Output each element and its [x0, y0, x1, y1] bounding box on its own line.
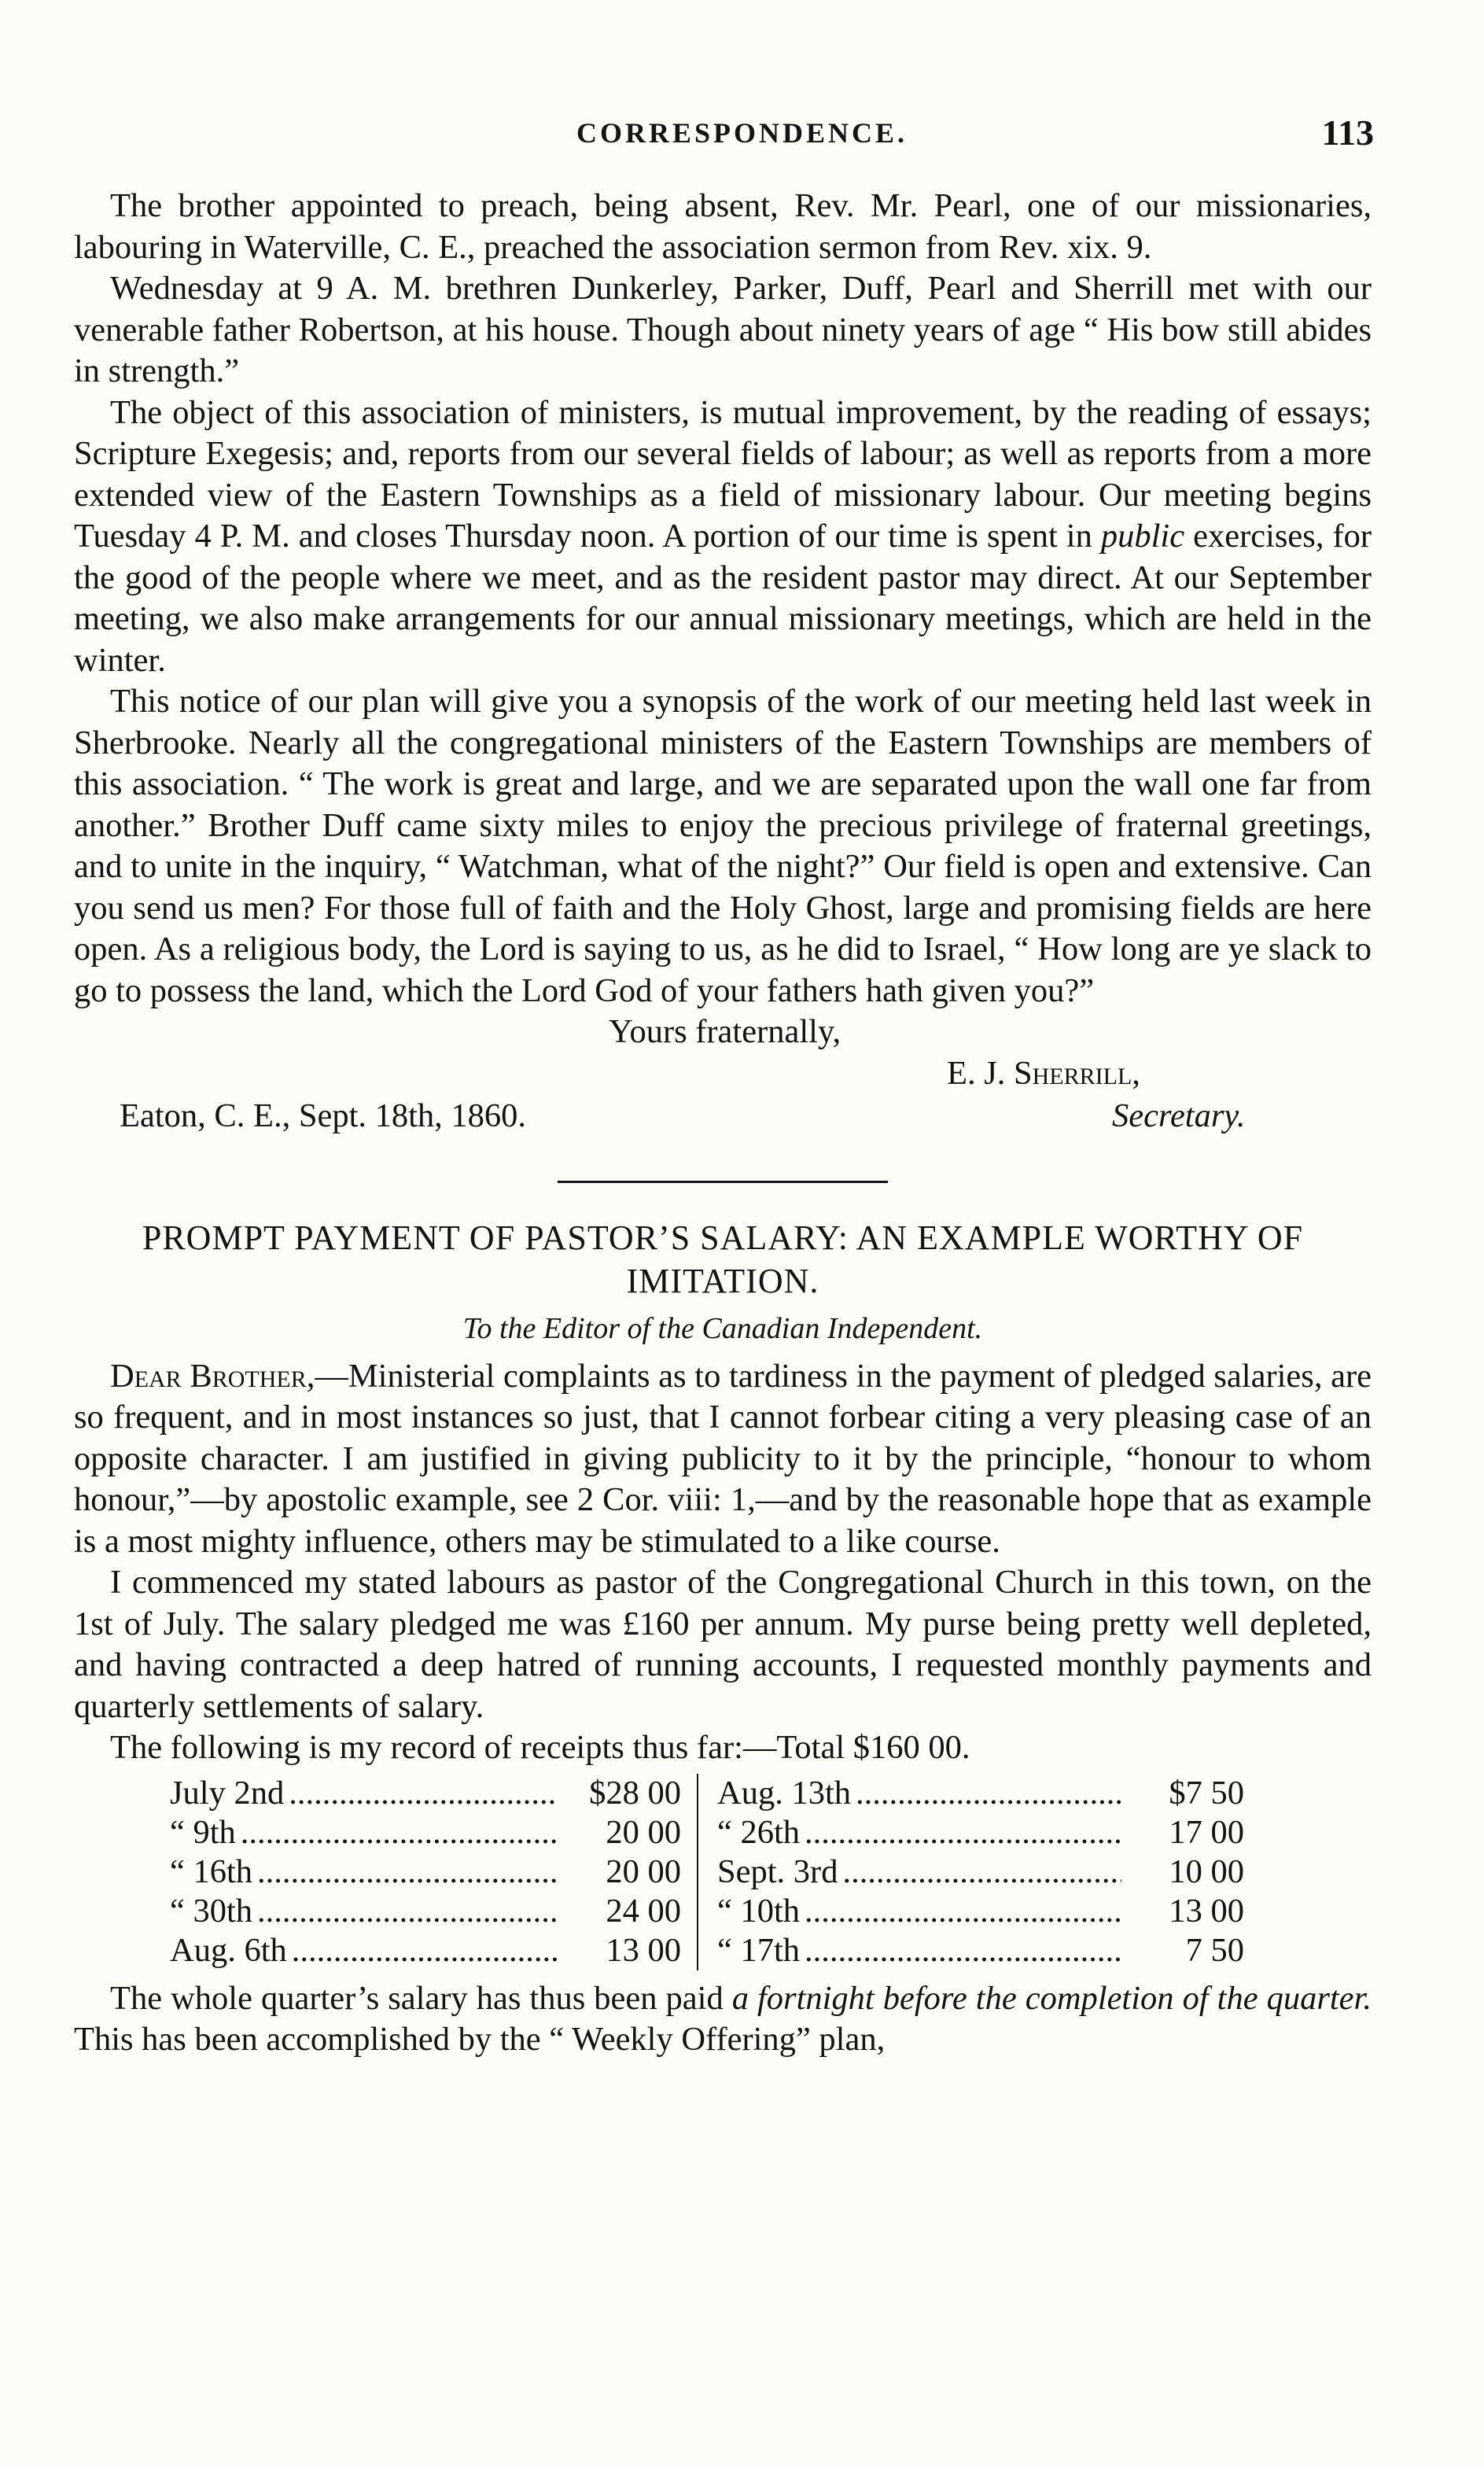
leader-dots — [257, 1852, 558, 1892]
addressee: To the Editor of the Canadian Independent. — [462, 1311, 983, 1345]
article-heading: PROMPT PAYMENT OF PASTOR’S SALARY: AN EXAMPLE WORTHY OF IMITATION. — [142, 1218, 1304, 1300]
receipt-amount: 20 00 — [606, 1852, 681, 1890]
leader-dots — [805, 1931, 1121, 1970]
receipts-table — [170, 1774, 1372, 1970]
running-head — [0, 112, 1484, 164]
paragraph — [74, 393, 1372, 682]
leader-dots — [289, 1774, 558, 1813]
receipt-amount: 13 00 — [1169, 1892, 1244, 1930]
receipt-amount: 7 50 — [1185, 1931, 1244, 1969]
italic-text: public — [1100, 518, 1185, 555]
receipt-date: Aug. 13th — [717, 1774, 851, 1812]
receipt-date: Sept. 3rd — [717, 1852, 838, 1890]
text-run: The whole quarter’s salary has thus been paid — [110, 1979, 724, 2017]
receipt-date: Aug. 6th — [170, 1931, 287, 1969]
paragraph: The brother appointed to preach, being absent, Rev. Mr. Pearl, one of our missionaries, labouring in Waterville, C. E., preached the association sermon from Rev. xix. 9. — [74, 187, 1372, 266]
leader-dots — [241, 1813, 558, 1852]
receipt-amount: 13 00 — [606, 1931, 681, 1969]
paragraph — [74, 1978, 1372, 2061]
receipt-date: “ 26th — [717, 1813, 801, 1851]
italic-text: a fortnight before the completion of the quarter. — [731, 1979, 1372, 2017]
leader-dots — [856, 1774, 1121, 1813]
text-run: This has been accomplished by the “ Weekly Offering” plan, — [74, 2021, 886, 2058]
receipt-date: “ 16th — [170, 1852, 253, 1890]
receipt-amount: 10 00 — [1169, 1852, 1244, 1890]
paragraph: This notice of our plan will give you a synopsis of the work of our meeting held last week in Sherbrooke. Nearly all the congregational ministers of the Eastern Townships are members of this association. “ The work is great and large, and we are separated upon the wall one far from another.” Brother Duff came sixty miles to enjoy the precious privilege of fraternal greetings, and to unite in the inquiry, “ Watchman, what of the night?” Our field is open and extensive. Can you send us men? For those full of faith and the Holy Ghost, large and promising fields are here open. As a religious body, the Lord is saying to us, as he did to Israel, “ How long are ye slack to go to possess the land, which the Lord God of your fathers hath given you?” — [74, 683, 1372, 1009]
salutation: Dear Brother, — [110, 1357, 315, 1395]
receipt-date: “ 17th — [717, 1931, 801, 1969]
receipt-date: July 2nd — [170, 1774, 285, 1812]
receipt-amount: 17 00 — [1169, 1813, 1244, 1851]
receipt-date: “ 9th — [170, 1813, 236, 1851]
signer-title: Secretary. — [1112, 1097, 1246, 1134]
text-run: —Ministerial complaints as to tardiness in the payment of pledged salaries, are so frequent, and in most instances so just, that I cannot forbear citing a very pleasing case of an opposite character. I am justified in giving publicity to it by the principle, “honour to whom honour,”—by apostolic example, see 2 Cor. viii: 1,—and by the reasonable hope that as example is a most mighty influence, others may be stimulated to a like course. — [74, 1357, 1372, 1560]
paragraph: I commenced my stated labours as pastor of the Congregational Church in this town, on the 1st of July. The salary pledged me was £160 per annum. My purse being pretty well depleted, and having contracted a deep hatred of running accounts, I requested monthly payments and quarterly settlements of salary. — [74, 1564, 1372, 1725]
paragraph: The following is my record of receipts thus far:—Total $160 00. — [110, 1729, 970, 1766]
receipt-row — [170, 1774, 681, 1813]
receipt-row — [717, 1892, 1244, 1931]
receipt-row — [717, 1931, 1244, 1970]
receipt-date: “ 10th — [717, 1892, 801, 1930]
receipt-row — [170, 1931, 681, 1970]
text-run: The object of this association of ministers, is mutual improvement, by the reading of essays; Scripture Exegesis; and, reports from our several fields of labour; as well as reports from a more extended view of the Eastern Townships as a field of missionary labour. Our meeting begins Tuesday 4 P. M. and closes Thursday noon. A portion of our time is spent in — [74, 393, 1372, 555]
receipt-amount: $7 50 — [1169, 1774, 1244, 1812]
receipt-row — [717, 1813, 1244, 1852]
text-run: exercises, for the good of the people where we meet, and as the resident pastor may direct. At our September meeting, we also make arrangements for our annual missionary meetings, which are held in the winter. — [74, 518, 1372, 679]
receipt-date: “ 30th — [170, 1892, 253, 1930]
signer-row — [74, 1053, 1372, 1096]
receipt-row — [717, 1852, 1244, 1892]
receipt-row — [717, 1774, 1244, 1813]
section-divider — [558, 1181, 888, 1183]
leader-dots — [842, 1852, 1121, 1892]
place-date: Eaton, C. E., Sept. 18th, 1860. — [120, 1097, 527, 1134]
receipt-row — [170, 1852, 681, 1892]
leader-dots — [257, 1892, 558, 1931]
receipt-amount: 24 00 — [606, 1892, 681, 1930]
dateline-row — [74, 1096, 1372, 1138]
receipt-amount: $28 00 — [589, 1774, 681, 1812]
leader-dots — [805, 1813, 1121, 1852]
receipt-amount: 20 00 — [606, 1813, 681, 1851]
receipts-column-left — [170, 1774, 698, 1970]
receipt-row — [170, 1892, 681, 1931]
receipts-column-right — [698, 1774, 1244, 1970]
text-body — [74, 186, 1372, 2061]
paragraph: Wednesday at 9 A. M. brethren Dunkerley, Parker, Duff, Pearl and Sherrill met with our venerable father Robertson, at his house. Though about ninety years of age “ His bow still abides in strength.” — [74, 270, 1372, 389]
running-head-title: CORRESPONDENCE. — [576, 117, 908, 149]
leader-dots — [805, 1892, 1121, 1931]
paragraph — [74, 1356, 1372, 1563]
signer-name: E. J. Sherrill, — [947, 1054, 1140, 1092]
page-number: 113 — [1321, 112, 1374, 153]
receipt-row — [170, 1813, 681, 1852]
closing: Yours fraternally, — [609, 1013, 841, 1050]
leader-dots — [292, 1931, 558, 1970]
